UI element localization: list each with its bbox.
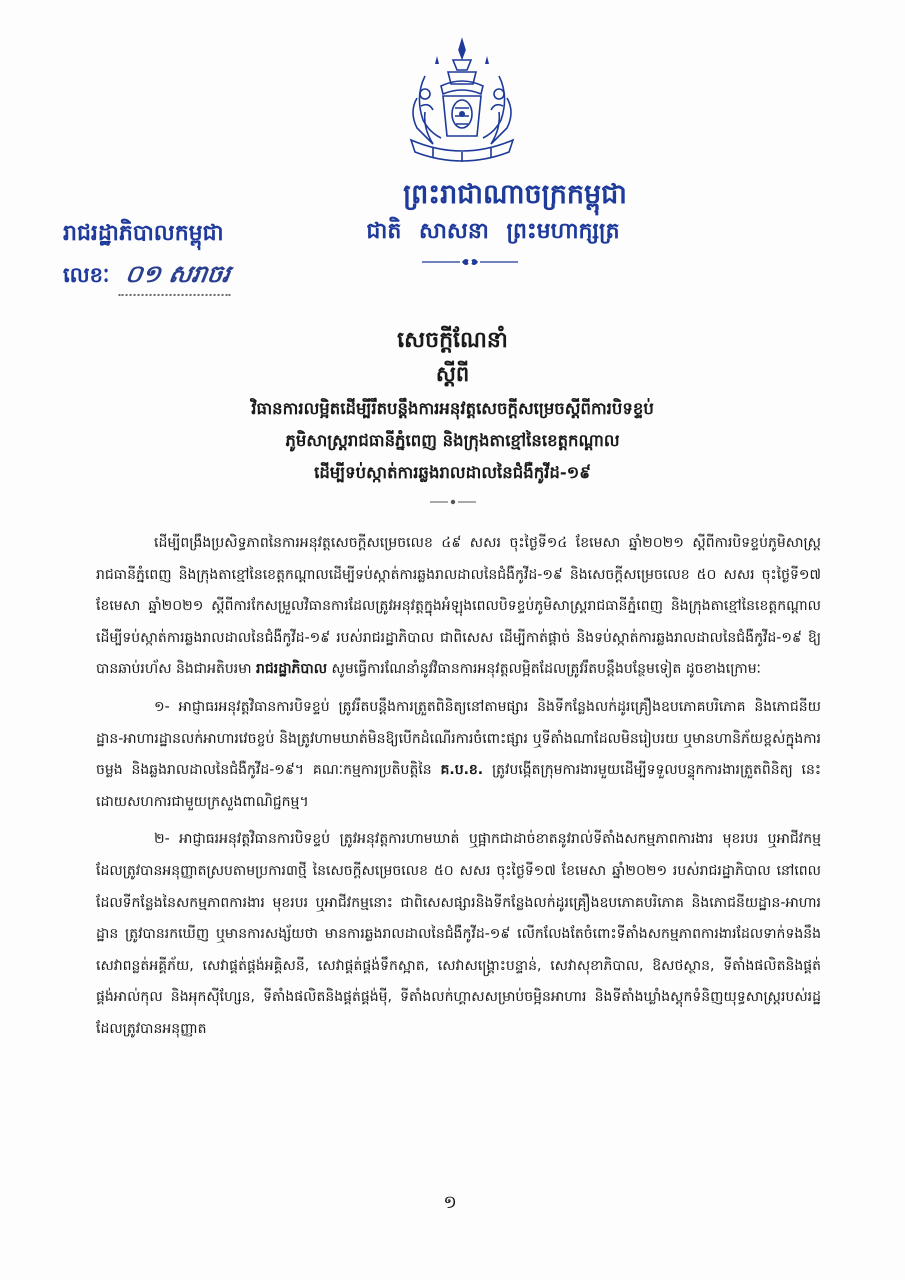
national-motto: ជាតិ សាសនា ព្រះមហាក្សត្រ [366,218,620,244]
document-subtitle-about: ស្តីពី [435,361,470,386]
ornament-divider-icon [420,255,520,269]
document-title-block [140,325,765,489]
document-title: សេចក្តីណែនាំ [397,327,508,353]
document-body [96,528,821,1052]
paragraph-item-1 [96,692,821,818]
title-divider-icon [428,496,478,508]
reference-label: លេខៈ [63,262,110,287]
paragraph-intro [96,528,821,686]
paragraph-intro-bold: រាជរដ្ឋាភិបាល [255,661,328,678]
paragraph-intro-text-a: ដើម្បីពង្រឹងប្រសិទ្ធភាពនៃការអនុវត្តសេចក្តីសម្រេចលេខ ៤៩ សសរ ចុះថ្ងៃទី១៤ ខែមេសា ឆ្នាំ២០២១ ស្តីពីការបិទខ្ទប់ភូមិសាស្ត្ររាជធានីភ្នំពេញ និងក្រុងតាខ្មៅនៃខេត្តកណ្តាលដើម្បីទប់ស្កាត់ការឆ្លងរាលដាលនៃជំងឺកូវីដ-១៩ និងសេចក្តីសម្រេចលេខ ៥០ សសរ ចុះថ្ងៃទី១៧ ខែមេសា ឆ្នាំ២០២១ ស្តីពីការកែសម្រួលវិធានការដែលត្រូវអនុវត្តក្នុងអំឡុងពេលបិទខ្ទប់ភូមិសាស្ត្ររាជធានីភ្នំពេញ និងក្រុងតាខ្មៅនៃខេត្តកណ្តាលដើម្បីទប់ស្កាត់ការឆ្លងរាលដាលនៃជំងឺកូវីដ-១៩ របស់រាជរដ្ឋាភិបាល ជាពិសេស ដើម្បីកាត់ផ្តាច់ និងទប់ស្កាត់ការឆ្លងរាលដាលនៃជំងឺកូវីដ-១៩ ឱ្យបានឆាប់រហ័ស និងជាអតិបរមា [96,535,821,678]
paragraph-item-1-bold: គ.ប.ខ. [440,762,484,779]
document-subject-line-1: វិធានការលម្អិតដើម្បីរឹតបន្តឹងការអនុវត្តសេចក្តីសម្រេចស្តីពីការបិទខ្ទប់ [251,399,654,418]
royal-coat-of-arms-icon [403,36,521,170]
reference-number [63,259,313,295]
reference-number-handwritten: ០១ សរាចរ [118,259,236,296]
government-label: រាជរដ្ឋាភិបាលកម្ពុជា [63,220,224,246]
paragraph-intro-text-b: សូមធ្វើការណែនាំនូវវិធានការអនុវត្តលម្អិតដែលត្រូវរឹតបន្តឹងបន្ថែមទៀត ដូចខាងក្រោមៈ [331,661,761,678]
kingdom-heading: ព្រះរាជាណាចក្រកម្ពុជា [403,179,627,210]
document-subject-line-2: ភូមិសាស្ត្ររាជធានីភ្នំពេញ និងក្រុងតាខ្មៅនៃខេត្តកណ្តាល [285,431,620,450]
page-number: ១ [443,1192,457,1213]
paragraph-item-1-text-b: ត្រូវបង្កើតក្រុមការងារមួយដើម្បីទទួលបន្ទុកការងារត្រួតពិនិត្យ នេះដោយសហការជាមួយក្រសួងពាណិជ្ជកម្ម។ [96,762,822,810]
paragraph-item-1-text-a: ១- អាជ្ញាធរអនុវត្តវិធានការបិទខ្ទប់ ត្រូវរឹតបន្តឹងការត្រួតពិនិត្យនៅតាមផ្សារ និងទីកន្លែងលក់ដូរគ្រឿងឧបភោគបរិភោគ និងភោជនីយដ្ឋាន-អាហារដ្ឋានលក់អាហារវេចខ្ចប់ និងត្រូវហាមឃាត់មិនឱ្យបើកដំណើរការចំពោះផ្សារ ឬទីតាំងណាដែលមិនរៀបរយ ឬមានហានិភ័យខ្ពស់ក្នុងការចម្លង និងឆ្លងរាលដាលនៃជំងឺកូវីដ-១៩។ គណៈកម្មការប្រតិបត្តិនៃ [96,698,821,779]
document-subject-line-3: ដើម្បីទប់ស្កាត់ការឆ្លងរាលដាលនៃជំងឺកូវីដ-១៩ [314,463,591,482]
paragraph-item-2: ២- អាជ្ញាធរអនុវត្តវិធានការបិទខ្ទប់ ត្រូវអនុវត្តការហាមឃាត់ ឬផ្អាកជាដាច់ខាតនូវរាល់ទីតាំងសកម្មភាពការងារ មុខរបរ ឬអាជីវកម្ម ដែលត្រូវបានអនុញ្ញាតស្របតាមប្រការ៣ថ្មី នៃសេចក្តីសម្រេចលេខ ៥០ សសរ ចុះថ្ងៃទី១៧ ខែមេសា ឆ្នាំ២០២១ របស់រាជរដ្ឋាភិបាល នៅពេលដែលទីកន្លែងនៃសកម្មភាពការងារ មុខរបរ ឬអាជីវកម្មនោះ ជាពិសេសផ្សារនិងទីកន្លែងលក់ដូរគ្រឿងឧបភោគបរិភោគ និងភោជនីយដ្ឋាន-អាហារដ្ឋាន ត្រូវបានរកឃើញ ឬមានការសង្ស័យថា មានការឆ្លងរាលដាលនៃជំងឺកូវីដ-១៩ លើកលែងតែចំពោះទីតាំងសកម្មភាពការងារដែលទាក់ទងនឹងសេវាពន្លត់អគ្គីភ័យ, សេវាផ្គត់ផ្គង់អគ្គិសនី, សេវាផ្គត់ផ្គង់ទឹកស្អាត, សេវាសង្គ្រោះបន្ទាន់, សេវាសុខាភិបាល, ឱសថស្ថាន, ទីតាំងផលិតនិងផ្គត់ផ្គង់អាល់កុល និងអុកស៊ីហ្សែន, ទីតាំងផលិតនិងផ្គត់ផ្គង់ម៉ី, ទីតាំងលក់ហ្គាសសម្រាប់ចម្អិនអាហារ និងទីតាំងឃ្លាំងស្តុកទំនិញយុទ្ធសាស្ត្ររបស់រដ្ឋ ដែលត្រូវបានអនុញ្ញាត [96,831,821,1037]
